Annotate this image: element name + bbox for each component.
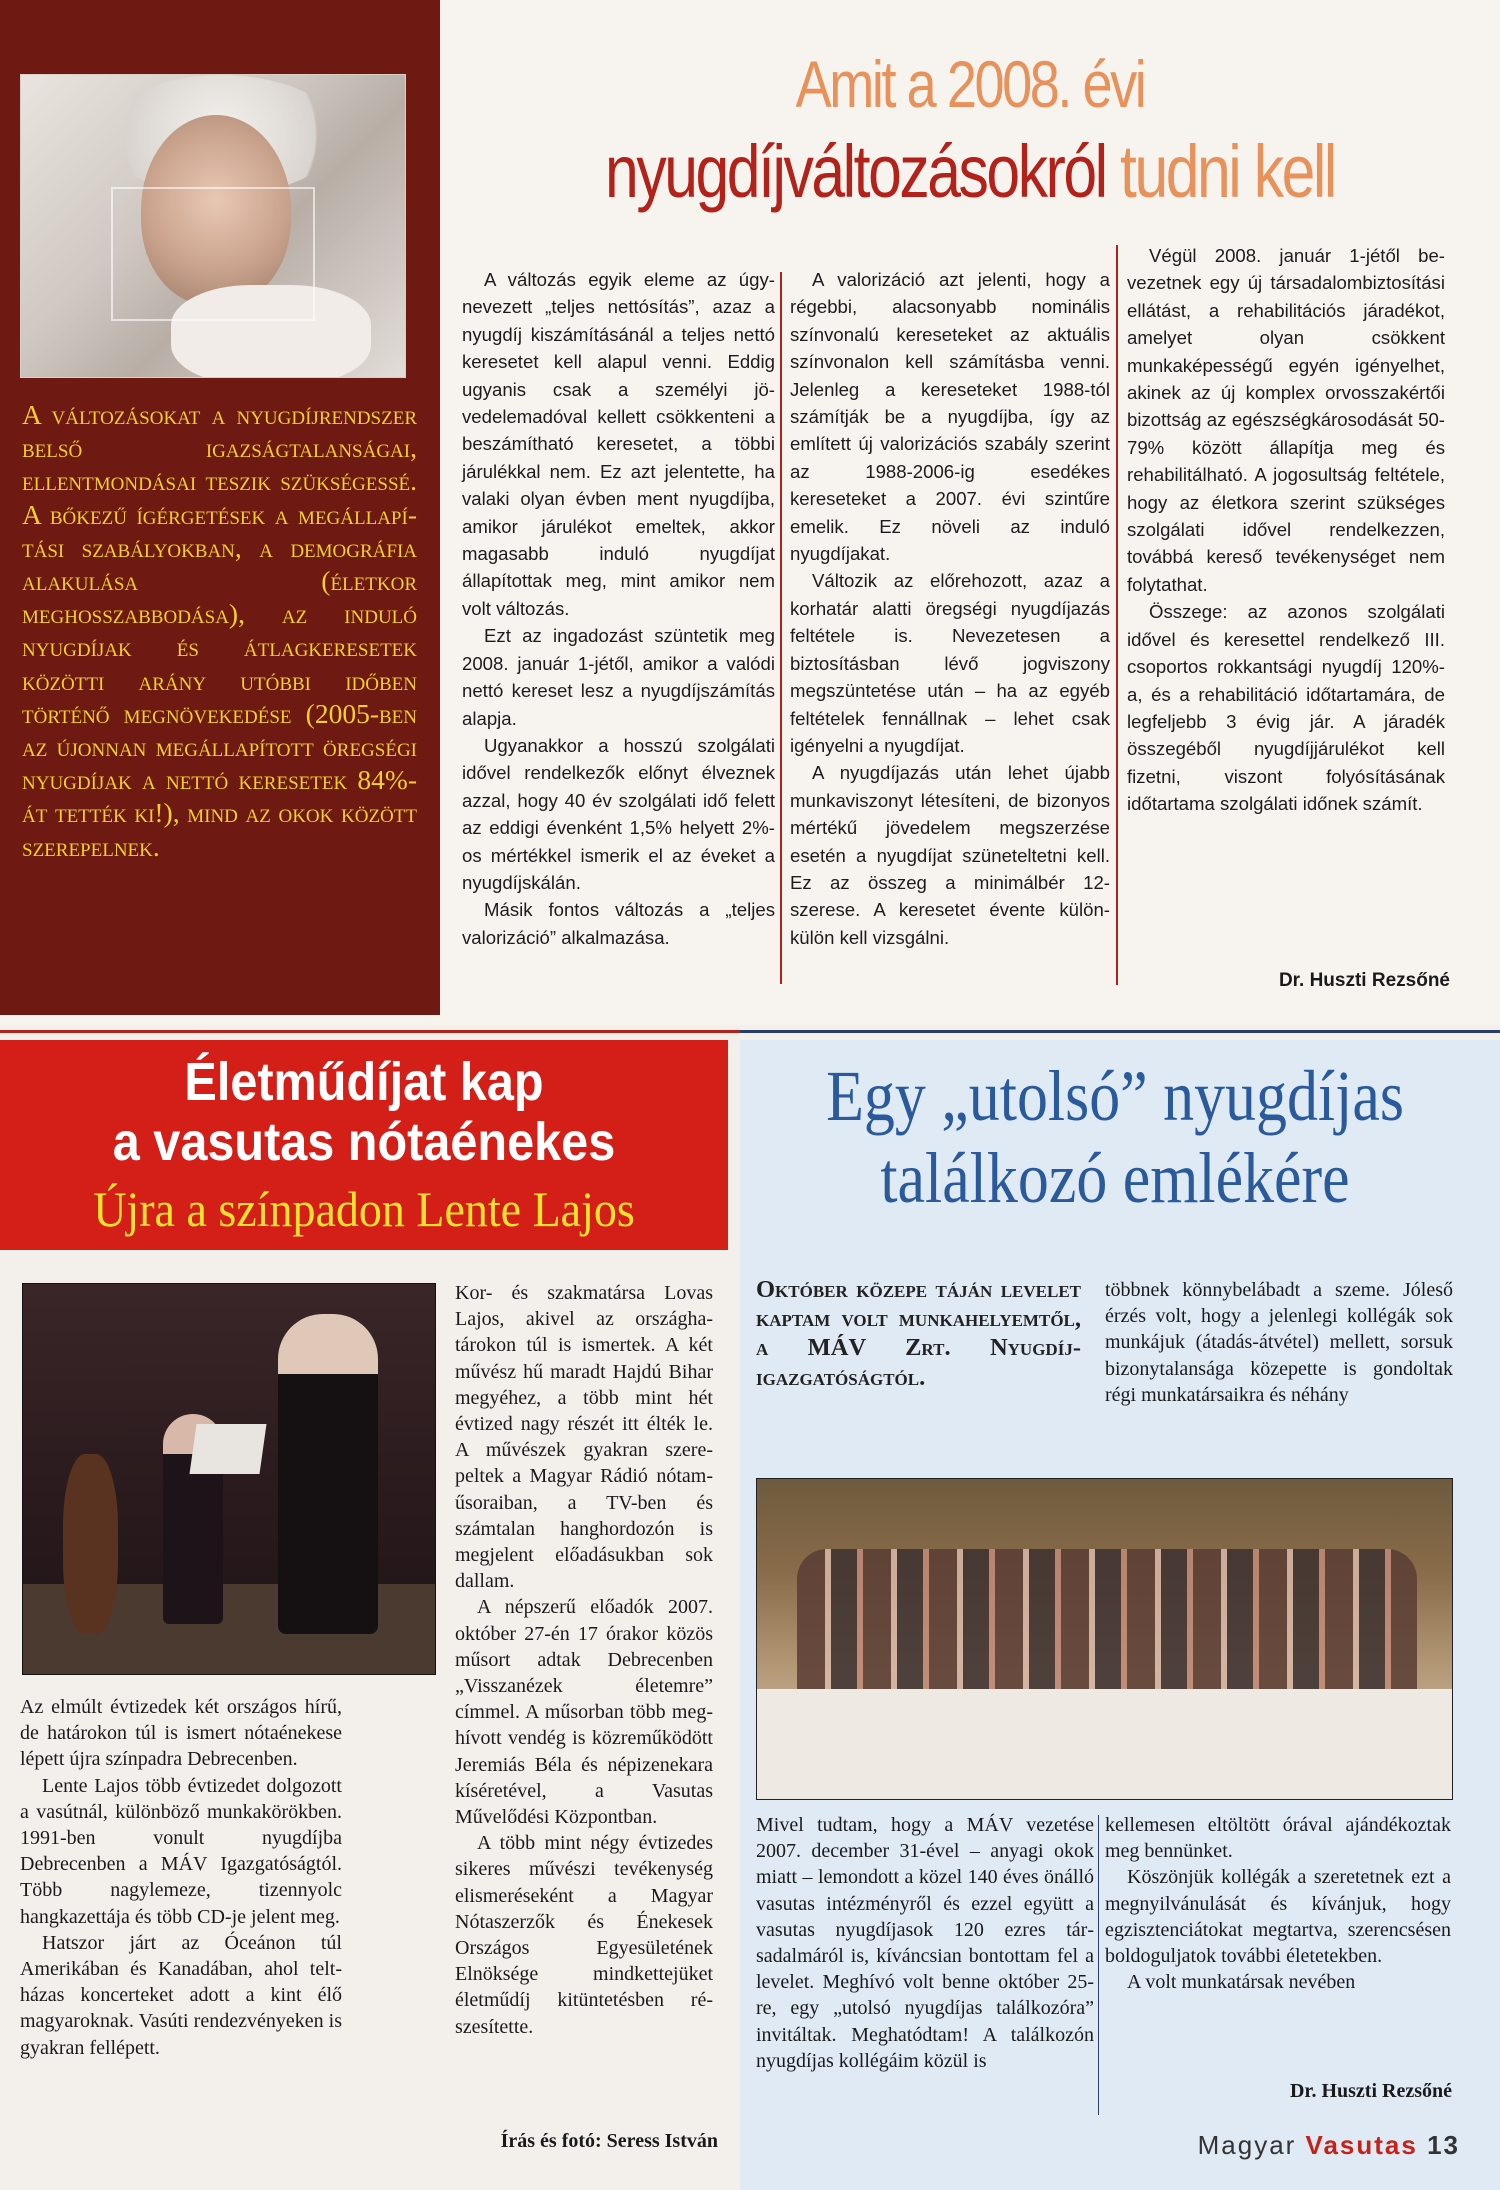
column-divider	[780, 272, 782, 984]
title-line-2	[544, 128, 1397, 216]
paragraph: Változik az előrehozott, azaz a korhatár alatti öregségi nyugdíjazás feltétele is. Nevezetesen a biztosításban lévő jogviszony megszüntetése után – ha az egyéb feltételek fennállnak – lehet csak igényelni a nyugdíjat.	[790, 570, 1110, 756]
paragraph: többnek könnybelábadt a szeme. Jóleső érzés volt, hogy a jelenlegi kollégák sok munkájuk (átadás-átvétel) mellett, sorsuk bizonytalansága közepette is gondoltak régi munkatársaikra és néhány	[1105, 1279, 1453, 1406]
page-footer	[1130, 2130, 1460, 2161]
left-article-column-1	[20, 1694, 342, 2061]
paragraph: Végül 2008. január 1-jétől bevezetnek egy új társadalombiztosítási ellátást, a rehabilitációs járadékot, amelyet olyan csökkent munkaképességű egyén igényelhet, akinek az új komplex orvosszakértői bizottság az egészségkárosodását 50-79% között állapítja meg és rehabilitálható. A jogosultság feltétele, hogy az életkora szerint szükséges szolgálati idővel rendelkezzen, továbbá kereső tevékenységet nem folytathat.	[1127, 245, 1445, 595]
title-line-1: Amit a 2008. évi	[795, 47, 1145, 121]
left-article-title	[36, 1052, 691, 1172]
magazine-brand: Vasutas	[1305, 2130, 1418, 2160]
right-article-lead: Október közepe táján levelet kaptam volt munkahelyemtől, a MÁV Zrt. Nyugdíjigazgatóságtól.	[756, 1276, 1081, 1391]
paragraph: A nyugdíjazás után lehet újabb munkaviszonyt létesíteni, de bizonyos mértékű jövedelem megszerzése esetén a nyugdíjat szüneteltetni kell. Ez az összeg a minimálbér 12-szerese. A keresetet évente külön-külön kell vizsgálni.	[790, 762, 1110, 948]
column-divider	[1116, 245, 1118, 985]
paragraph: A változás egyik eleme az úgynevezett „teljes nettósítás”, azaz a nyugdíj kiszámításánál a teljes nettó keresetet kell alapul venni. Eddig ugyanis csak a személyi jövedelemadóval kellett csökkenteni a beszámítható keresetet, a többi járulékkal nem. Ez azt jelentette, ha valaki olyan évben ment nyugdíjba, amikor járulékot emeltek, akkor magasabb induló nyugdíjat állapítottak meg, mint amikor nem volt változás.	[462, 269, 775, 619]
photo-credit: Írás és fotó: Seress István	[500, 2130, 718, 2152]
section-divider	[740, 1030, 1500, 1033]
paragraph: A volt munkatársak nevében	[1127, 1971, 1356, 1994]
top-article-column-2	[790, 266, 1110, 951]
paragraph: Mivel tudtam, hogy a MÁV vezetése 2007. december 31-ével – anyagi okok miatt – lemondott a közel 140 éves önálló vasutas intézményről és ezzel együtt a vasutas nyugdíjasok 120 ezres társadalmáról is, kíváncsian bontottam fel a levelet. Meghívó volt benne október 25-re, egy „utolsó nyugdíjas találkozóra” invitáltak. Meghatódtam! A találkozón nyugdíjas kollégáim közül is	[756, 1814, 1094, 2072]
right-article-column-2	[1105, 1812, 1451, 1995]
paragraph: kellemesen eltöltött órával ajándékoztak meg bennünket.	[1105, 1814, 1451, 1863]
title-line-2: találkozó emlékére	[880, 1138, 1350, 1218]
group-photo	[756, 1478, 1453, 1800]
top-article-lead: A változásokat a nyugdíjrendszer belső igazságtalanságai, ellentmondásai teszik szükségessé. A bőkezű ígérgetések a megállapítási szabályokban, a demográfia alakulása (életkor meghosszabbodása), az induló nyugdíjak és átlagkeresetek közötti arány utóbbi időben történő megnövekedése (2005-ben az újonnan megállapított öregségi nyugdíjak a nettó keresetek 84%-át tették ki!), mind az okok között szerepelnek.	[22, 399, 417, 862]
paragraph: A valorizáció azt jelenti, hogy a régebbi, alacsonyabb nominális színvonalú kereseteket az aktuális színvonalon kell számításba venni. Jelenleg a kereseteket 1988-tól számítják be a nyugdíjba, így az említett új valorizációs szabály szerint az 1988-2006-ig esedékes kereseteket a 2007. évi szintűre emelik. Ez növeli az induló nyugdíjakat.	[790, 269, 1110, 565]
top-article-column-1	[462, 266, 775, 951]
title-line-2: a vasutas nótaénekes	[112, 1112, 616, 1172]
right-article-column-1	[756, 1812, 1094, 2074]
concert-photo	[22, 1283, 436, 1675]
top-article-title	[450, 40, 1490, 216]
column-divider	[1098, 1815, 1099, 2115]
magazine-name: Magyar	[1197, 2130, 1297, 2160]
section-divider	[0, 1030, 740, 1033]
title-line-1: Egy „utolsó” nyugdíjas	[826, 1056, 1404, 1136]
right-article-title	[797, 1055, 1433, 1219]
paragraph: Másik fontos változás a „teljes valorizáció” alkalmazása.	[462, 899, 775, 948]
portrait-photo	[20, 74, 406, 378]
paragraph: Ugyanakkor a hosszú szolgálati idővel rendelkezők előnyt élveznek azzal, hogy 40 év szolgálati idő felett az eddigi évenként 1,5% helyett 2%-os mértékkel ismerik el az éveket a nyugdíjskálán.	[462, 734, 775, 893]
left-article-subtitle: Újra a színpadon Lente Lajos	[93, 1181, 635, 1237]
paragraph: Az elmúlt évtizedek két országos hírű, de határokon túl is ismert nótaénekese lépett újra színpadra Debrecenben.	[20, 1696, 342, 1771]
title-line-1: Életműdíjat kap	[184, 1052, 544, 1112]
right-article-signature: Dr. Huszti Rezsőné	[1289, 2080, 1452, 2102]
paragraph: A népszerű előadók 2007. október 27-én 17 órakor közös műsort adtak Debrecenben „Visszanézek életemre” címmel. A műsorban több meghívott vendég is közreműködött Jeremiás Béla és népizenekara kíséretével, a Vasutas Művelődési Központban.	[455, 1596, 713, 1829]
paragraph: Ezt az ingadozást szüntetik meg 2008. január 1-jétől, amikor a valódi nettó kereset lesz a nyugdíjszámítás alapja.	[462, 625, 775, 729]
left-article-column-2	[455, 1280, 713, 2040]
paragraph: Köszönjük kollégák a szeretetnek ezt a megnyilvánulását és kívánjuk, hogy egzisztenciátokat megtartva, szerencsésen boldoguljatok további életetekben.	[1105, 1866, 1451, 1968]
paragraph: A több mint négy évtizedes sikeres művészi tevékenység elismeréseként a Magyar Nótaszerzők és Énekesek Országos Egyesületének Elnöksége mindkettejüket életműdíj kitüntetésben részesítette.	[455, 1832, 713, 2038]
top-article-column-3	[1127, 242, 1445, 818]
title-light-part: tudni kell	[1120, 130, 1335, 213]
top-article-signature: Dr. Huszti Rezsőné	[1278, 970, 1450, 991]
right-article-column-top	[1105, 1277, 1453, 1408]
paragraph: Lente Lajos több évtizedet dolgozott a vasútnál, különböző munkakörökben. 1991-ben vonult nyugdíjba Debrecenben a MÁV Igazgatóságtól. Több nagylemeze, tizennyolc hangkazettája és több CD-je jelent meg.	[20, 1774, 342, 1928]
paragraph: Hatszor járt az Óceánon túl Amerikában és Kanadában, ahol teltházas koncerteket adott a kint élő magyaroknak. Vasúti rendezvényeken is gyakran fellépett.	[20, 1931, 342, 2059]
paragraph: Kor- és szakmatársa Lovas Lajos, akivel az országhatárokon túl is ismertek. A két művész hű maradt Hajdú Bihar megyéhez, a több mint hét évtized nagy részét itt élték le. A művészek gyakran szerepeltek a Magyar Rádió nótaműsoraiban, a TV-ben és számtalan hanghordozón is megjelent előadásukban sok dallam.	[455, 1282, 713, 1593]
title-dark-part: nyugdíjváltozásokról	[605, 130, 1106, 213]
paragraph: Összege: az azonos szolgálati idővel és keresettel rendelkező III. csoportos rokkantsági nyugdíj 120%-a, és a rehabilitáció időtartamára, de legfeljebb 3 évig jár. A járadék összegéből nyugdíjjárulékot kell fizetni, viszont folyósításának időtartama szolgálati időnek számít.	[1127, 601, 1445, 815]
page-number: 13	[1427, 2130, 1460, 2160]
